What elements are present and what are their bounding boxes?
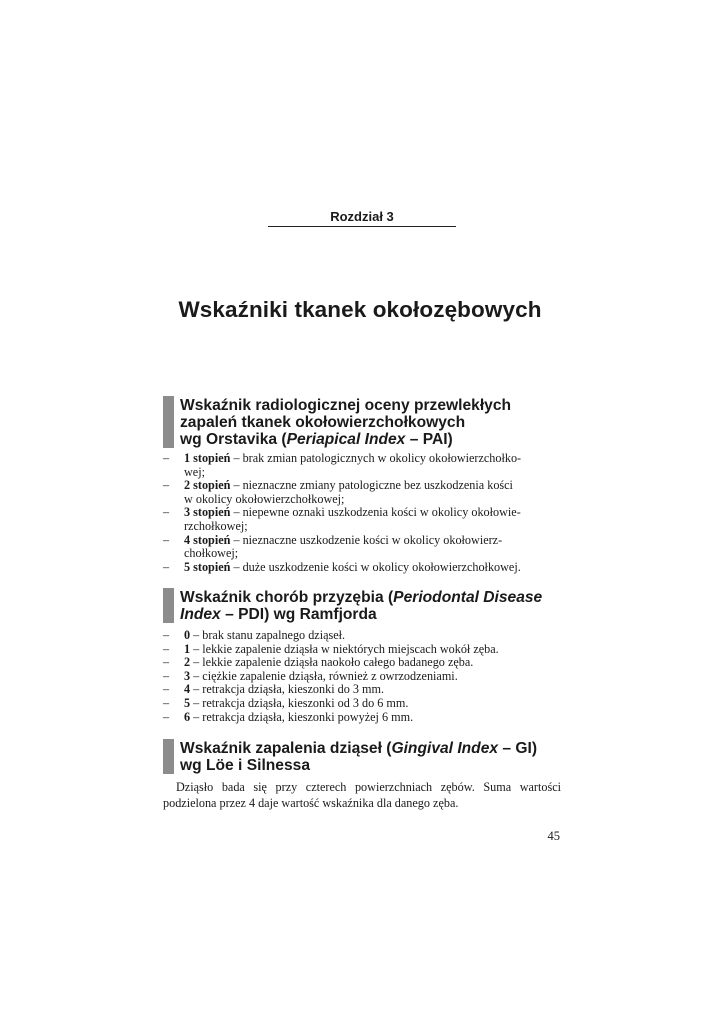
list-item-text xyxy=(184,643,563,657)
list-term: 2 xyxy=(184,655,191,670)
list-desc: – retrakcja dziąsła, kieszonki do 3 mm. xyxy=(190,682,385,697)
list-term: 1 xyxy=(184,641,191,656)
list-dash: – xyxy=(163,478,170,493)
list-item-text xyxy=(184,683,563,697)
list-desc: – lekkie zapalenie dziąsła w niektórych miejscach wokół zęba. xyxy=(190,641,499,656)
list-term: 3 stopień xyxy=(184,505,231,520)
heading-text: wg Orstavika ( xyxy=(180,431,287,448)
heading-text: Wskaźnik chorób przyzębia ( xyxy=(180,589,394,606)
section-heading-text xyxy=(180,589,542,623)
list-desc: – retrakcja dziąsła, kieszonki powyżej 6 mm. xyxy=(190,709,414,724)
list-desc: – brak stanu zapalnego dziąseł. xyxy=(190,628,346,642)
section-heading-text xyxy=(180,740,537,774)
heading-italic-text: Index xyxy=(180,606,221,623)
gi-description-paragraph: Dziąsło bada się przy czterech powierzchniach zębów. Suma wartości podzielona przez 4 daje wartość wskaźnika dla danego zęba. xyxy=(163,780,561,810)
list-item xyxy=(163,656,563,670)
list-item-text xyxy=(184,656,563,670)
list-term: 0 xyxy=(184,628,191,642)
list-item xyxy=(163,711,563,725)
heading-text: – PAI) xyxy=(405,431,453,448)
list-term: 4 xyxy=(184,682,191,697)
list-item xyxy=(163,506,563,533)
list-desc: chołkowej; xyxy=(184,546,239,561)
list-dash: – xyxy=(163,695,170,710)
heading-line xyxy=(180,740,537,757)
list-item-text xyxy=(184,629,563,643)
heading-text: – GI) xyxy=(498,740,538,757)
list-term: 4 stopień xyxy=(184,532,231,547)
list-desc: – niepewne oznaki uszkodzenia kości w okolicy okołowie- xyxy=(230,505,521,520)
list-item-text xyxy=(184,711,563,725)
list-dash: – xyxy=(163,532,170,547)
list-dash: – xyxy=(163,559,170,574)
heading-line xyxy=(180,589,542,606)
list-item-text xyxy=(184,479,563,506)
pai-grade-list xyxy=(163,452,563,574)
heading-line: wg Löe i Silnessa xyxy=(180,757,310,774)
pdi-score-list xyxy=(163,629,563,724)
chapter-label: Rozdział 3 xyxy=(330,209,394,224)
list-item-text xyxy=(184,534,563,561)
list-dash: – xyxy=(163,641,170,656)
list-item xyxy=(163,629,563,643)
list-dash: – xyxy=(163,709,170,724)
section-marker-bar xyxy=(163,588,174,623)
chapter-rule xyxy=(268,226,456,227)
list-desc: – nieznaczne zmiany patologiczne bez uszkodzenia kości xyxy=(230,478,513,493)
list-item xyxy=(163,561,563,575)
section-marker-bar xyxy=(163,739,174,774)
list-term: 6 xyxy=(184,709,191,724)
heading-line xyxy=(180,606,542,623)
list-item xyxy=(163,452,563,479)
list-desc: w okolicy okołowierzchołkowej; xyxy=(184,491,345,506)
heading-line: Wskaźnik radiologicznej oceny przewlekłych xyxy=(180,397,512,414)
list-item xyxy=(163,697,563,711)
list-desc: – retrakcja dziąsła, kieszonki od 3 do 6 mm. xyxy=(190,695,409,710)
list-desc: – ciężkie zapalenie dziąsła, również z owrzodzeniami. xyxy=(190,668,458,683)
list-desc: – duże uszkodzenie kości w okolicy okołowierzchołkowej. xyxy=(230,559,521,574)
list-term: 2 stopień xyxy=(184,478,231,493)
list-dash: – xyxy=(163,451,170,465)
list-item xyxy=(163,643,563,657)
section-heading-text xyxy=(180,397,511,448)
heading-text: Wskaźnik zapalenia dziąseł ( xyxy=(180,740,392,757)
list-dash: – xyxy=(163,628,170,642)
list-desc: – brak zmian patologicznych w okolicy okołowierzchołko- xyxy=(230,451,522,465)
heading-italic-text: Periapical Index xyxy=(286,431,406,448)
list-desc: – lekkie zapalenie dziąsła naokoło całego badanego zęba. xyxy=(190,655,474,670)
list-item-text xyxy=(184,697,563,711)
heading-line xyxy=(180,431,511,448)
list-dash: – xyxy=(163,682,170,697)
heading-italic-text: Periodontal Disease xyxy=(393,589,543,606)
list-desc: wej; xyxy=(184,464,205,479)
list-term: 3 xyxy=(184,668,191,683)
list-item xyxy=(163,683,563,697)
list-item xyxy=(163,670,563,684)
list-item xyxy=(163,534,563,561)
list-item-text xyxy=(184,506,563,533)
page-number: 45 xyxy=(547,829,560,843)
list-item-text xyxy=(184,561,563,575)
list-item xyxy=(163,479,563,506)
heading-line: zapaleń tkanek okołowierzchołkowych xyxy=(180,414,466,431)
section-marker-bar xyxy=(163,396,174,448)
list-item-text xyxy=(184,670,563,684)
list-desc: rzchołkowej; xyxy=(184,518,248,533)
heading-italic-text: Gingival Index xyxy=(391,740,499,757)
list-term: 5 xyxy=(184,695,191,710)
heading-text: – PDI) wg Ramfjorda xyxy=(220,606,377,623)
list-item-text xyxy=(184,452,563,479)
list-dash: – xyxy=(163,505,170,520)
list-desc: – nieznaczne uszkodzenie kości w okolicy okołowierz- xyxy=(230,532,503,547)
chapter-title: Wskaźniki tkanek okołozębowych xyxy=(178,297,542,322)
list-term: 1 stopień xyxy=(184,451,231,465)
list-dash: – xyxy=(163,668,170,683)
list-term: 5 stopień xyxy=(184,559,231,574)
list-dash: – xyxy=(163,655,170,670)
